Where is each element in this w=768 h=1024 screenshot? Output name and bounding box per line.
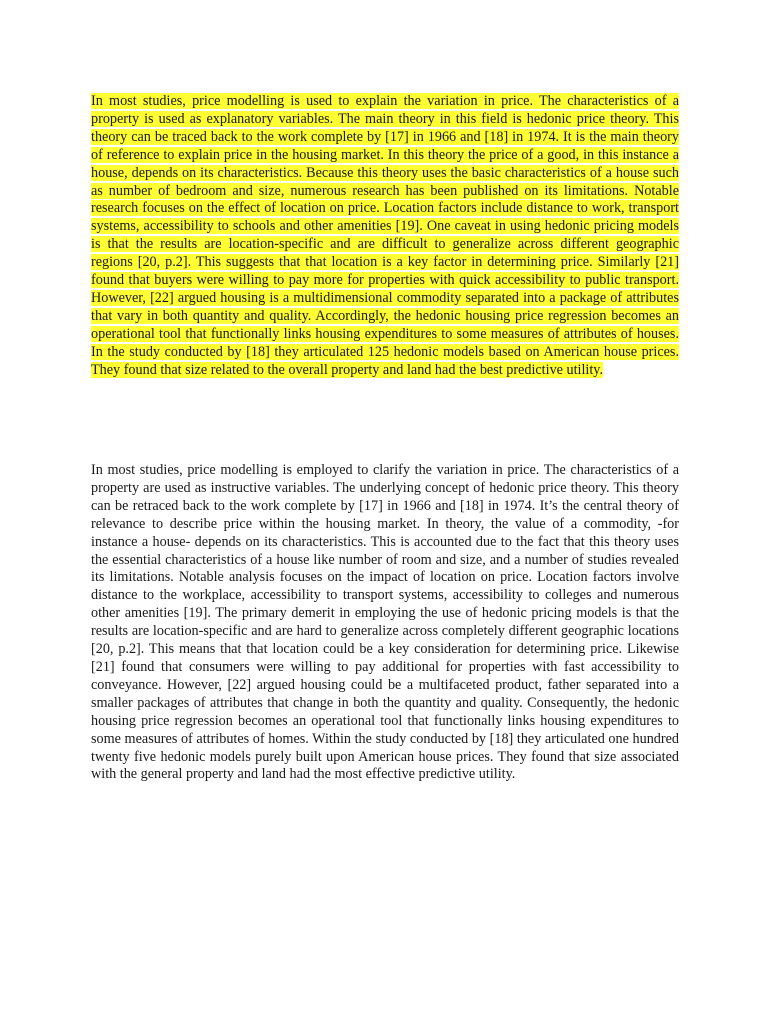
original-paragraph (91, 93, 679, 380)
highlighted-text: In most studies, price modelling is used to explain the variation in price. The characteristics of a property is used as explanatory variables. The main theory in this field is hedonic price theory. This theory can be traced back to the work complete by [17] in 1966 and [18] in 1974. It is the main theory of reference to explain price in the housing market. In this theory the price of a good, in this instance a house, depends on its characteristics. Because this theory uses the basic characteristics of a house such as number of bedroom and size, numerous research has been published on its limitations. Notable research focuses on the effect of location on price. Location factors include distance to work, transport systems, accessibility to schools and other amenities [19]. One caveat in using hedonic pricing models is that the results are location-specific and are difficult to generalize across different geographic regions [20, p.2]. This suggests that that location is a key factor in determining price. Similarly [21] found that buyers were willing to pay more for properties with quick accessibility to public transport. However, [22] argued housing is a multidimensional commodity separated into a package of attributes that vary in both quantity and quality. Accordingly, the hedonic housing price regression becomes an operational tool that functionally links housing expenditures to some measures of attributes of houses. In the study conducted by [18] they articulated 125 hedonic models based on American house prices. They found that size related to the overall property and land had the best predictive utility. (91, 93, 679, 378)
rewritten-paragraph: In most studies, price modelling is employed to clarify the variation in price. The characteristics of a property are used as instructive variables. The underlying concept of hedonic price theory. This theory can be retraced back to the work complete by [17] in 1966 and [18] in 1974. It’s the central theory of relevance to describe price within the housing market. In theory, the value of a commodity, -for instance a house- depends on its characteristics. This is accounted due to the fact that this theory uses the essential characteristics of a house like number of room and size, and a number of studies revealed its limitations. Notable analysis focuses on the impact of location on price. Location factors involve distance to the workplace, accessibility to transport systems, accessibility to colleges and numerous other amenities [19]. The primary demerit in employing the use of hedonic pricing models is that the results are location-specific and are hard to generalize across completely different geographic locations [20, p.2]. This means that that location could be a key consideration for determining price. Likewise [21] found that consumers were willing to pay additional for properties with fast accessibility to conveyance. However, [22] argued housing could be a multifaceted product, father separated into a smaller packages of attributes that change in both the quantity and quality. Consequently, the hedonic housing price regression becomes an operational tool that functionally links housing expenditures to some measures of attributes of homes. Within the study conducted by [18] they articulated one hundred twenty five hedonic models purely built upon American house prices. They found that size associated with the general property and land had the most effective predictive utility. (91, 462, 679, 783)
